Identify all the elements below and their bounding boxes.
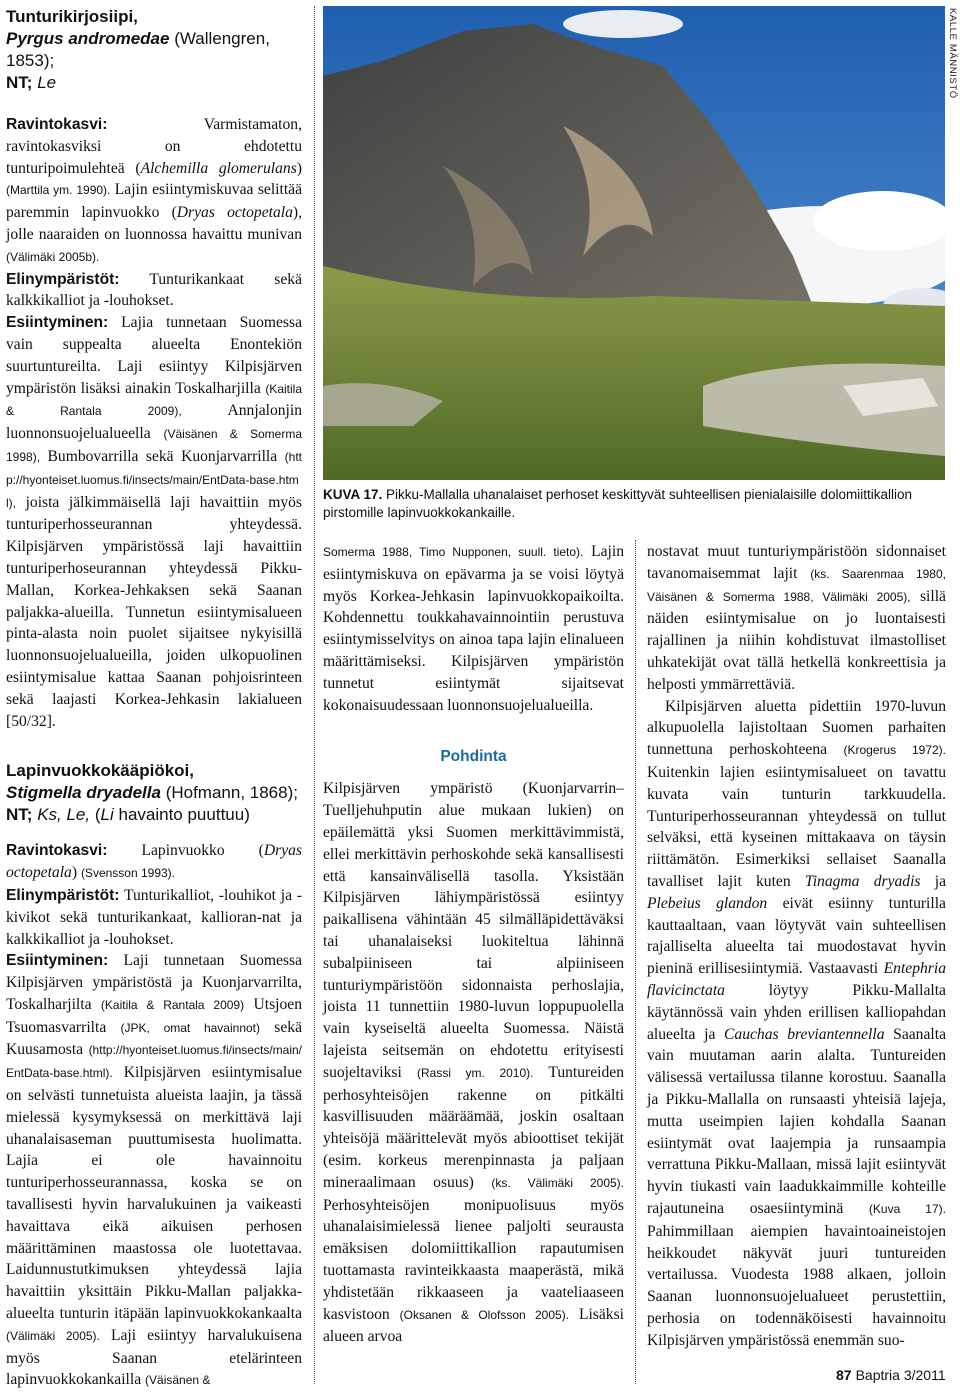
label-food-plant: Ravintokasvi:: [6, 116, 108, 133]
citation-url: (http://hyonteiset.luomus.fi/insects/main/EntData-base.html).: [6, 1043, 302, 1081]
caption-label: KUVA 17.: [323, 487, 383, 502]
text: Laji esiintyy harvalukuisena myös Saanan etelärinteen lapinvuokkokankailla: [6, 1326, 302, 1389]
photo-credit: [946, 8, 960, 128]
citation: (Svensson 1993).: [80, 866, 175, 881]
column-divider-left: [314, 6, 315, 1384]
section-heading-pohdinta: Pohdinta: [440, 748, 507, 766]
latin-name: Dryas octopetala: [176, 204, 293, 222]
text: sekä Kuusamosta: [6, 1018, 302, 1059]
citation: (JPK, omat havainnot): [120, 1020, 260, 1035]
text: ): [71, 864, 78, 882]
species2-status-note-code: Li: [100, 805, 114, 825]
text: eivät esiinny tunturilla kauttaaltaan, vaan löytyvät vain suhteellisen rajalliselta alueelta tai muodostavat hyvin pieninä erillisesiintymiä. Vastaavasti: [647, 894, 946, 978]
species2-food-plant: [6, 840, 302, 885]
text: Lapinvuokko (: [141, 842, 264, 860]
citation: (Rassi ym. 2010).: [416, 1065, 534, 1080]
text: ), jolle naaraiden on luonnossa havaittu munivan: [6, 204, 302, 243]
text: Lajin esiintymiskuvaa selittää paremmin lapinvuokko (: [6, 181, 302, 222]
latin-name: Tinagma dryadis: [804, 872, 921, 890]
species2-status-regions: Ks, Le,: [37, 805, 91, 825]
species2-occurrence: [6, 950, 302, 1392]
citation: (Välimäki 2005b).: [6, 249, 100, 264]
latin-name: Cauchas breviantennella: [724, 1025, 885, 1043]
text: löytyy Pikku-Mallalta käytännössä vain yhden erillisen kalliopahdan alueelta ja: [647, 981, 946, 1043]
citation: (Kaitila & Rantala 2009): [100, 997, 245, 1012]
middle-column: [323, 541, 624, 1348]
species2-author: (Hofmann, 1868);: [165, 783, 298, 803]
latin-name: Entephria flavicinctata: [647, 960, 946, 999]
mid-paragraph-1: [323, 541, 624, 716]
species1-heading: [6, 6, 302, 94]
species1-food-plant: [6, 114, 302, 269]
page-number: 87: [836, 1367, 852, 1383]
mid-paragraph-2: [323, 778, 624, 1348]
journal-issue: Baptria 3/2011: [855, 1367, 946, 1383]
text: nostavat muut tunturiympäristöön sidonnaiset tavanomaisemmat lajit: [647, 543, 946, 582]
text: Varmistamaton, ravintokasviksi on ehdotettu tunturipoimulehteä (: [6, 116, 302, 177]
left-column: [6, 6, 302, 1392]
right-paragraph-1: [647, 541, 946, 696]
text: Tunturikalliot, -louhikot ja -kivikot sekä tunturikankaat, kallioran-nat ja kalkkikalliot ja -louhokset.: [6, 886, 302, 948]
citation: (Oksanen & Olofsson 2005).: [399, 1307, 570, 1322]
label-food-plant: Ravintokasvi:: [6, 842, 108, 860]
citation-url: (http://hyonteiset.luomus.fi/insects/main/EntData-base.html),: [6, 449, 302, 510]
species2-status-code: NT;: [6, 805, 33, 825]
right-column: [647, 541, 946, 1351]
text: Laji tunnetaan Suomessa Kilpisjärven ympäristöstä ja Kuonjarvarrilta, Toskalharjilta: [6, 952, 302, 1013]
text: Kilpisjärven esiintymisalue on selvästi tunnetuista alueista laajin, ja tässä mielessä kysymyksessä on merkittävä laji uhanalaisaseman puuttumisesta huolimatta. Lajia ei ole havainnoitu tunturiperhosseurannassa, koska se on tavallisesti hyvin harvalukuinen ja vaikeasti havaittava eikä aikuisen perhosen määrittäminen maastossa ole luotettavaa. Laidunnustutkimuksen yhteydessä lajia havaittiin yksittäin Pikku-Mallan paljakka-alueelta tunturin itäpään lapinvuokkokankaalta: [6, 1064, 302, 1323]
latin-name: Plebeius glandon: [647, 894, 768, 912]
citation: (Väisänen &: [145, 1373, 211, 1388]
right-paragraph-2: [647, 696, 946, 1352]
text: ja: [934, 872, 946, 890]
page-footer: [836, 1367, 946, 1383]
species1-status-code: NT;: [6, 73, 33, 92]
mountain-photo: [323, 6, 945, 480]
text: Perhosyhteisöjen monipuolisuus myös uhanalaisimielessä lienee paljolti seurausta emäksisen dolomiittikallion rapautumisen tuottamasta ravinteikkaasta maaperästä, mikä yhdistetään rikkaaseen ja vaateliaaseen kasvistoon: [323, 1196, 624, 1323]
label-occurrence: Esiintyminen:: [6, 952, 109, 970]
citation: (Marttila ym. 1990).: [6, 183, 111, 198]
text: Pahimmillaan aiempien havaintoaineistojen heikkoudet näkyvät juuri tuntureiden vertailussa. Vuodesta 1988 alkaen, jolloin Saanan luonnonsuojelualueet perustettiin, perhosia on todennäköisesti havainnoitu Kilpisjärven ympäristössä enemmän suo-: [647, 1222, 946, 1349]
species2-habitat: [6, 885, 302, 950]
text: sillä näiden esiintymisalue on jo luontaisesti rajallinen ja niihin kohdistuvat ilmastolliset uhkatekijät ovat tällä hetkellä konkreettisia ja helposti ymmärrettäviä.: [647, 587, 946, 693]
species1-status-region: Le: [37, 73, 57, 92]
citation: (ks. Välimäki 2005).: [491, 1175, 624, 1190]
photo-credit-text: KALLE MÄNNISTÖ: [947, 8, 958, 99]
text: Annjalonjin luonnonsuojelualueella: [6, 402, 302, 443]
species2-common-name: Lapinvuokkokääpiökoi,: [6, 761, 194, 781]
citation: (ks. Saarenmaa 1980, Väisänen & Somerma 1988, Välimäki 2005),: [647, 566, 946, 604]
text: Tuntureiden perhosyhteisöjen rakenne on pitkälti kasvillisuuden määräämää, joskin osaltaan yhteisöjä määrittelevät myös abioottiset tekijät (esim. korkeus merenpinnasta ja paljaan mineraalimaan osuus): [323, 1063, 625, 1191]
citation: (Väisänen & Somerma 1998),: [6, 427, 302, 464]
text: joista jälkimmäisellä laji havaittiin myös tunturiperhosseurannan yhteydessä. Kilpisjärven ympäristössä laji havaittiin tunturiperhoseurannan yhteydessä Pikku-Mallan, Korkea-Jehkaksen sekä Saanan paljakka-alueilla. Tunnetun esiintymisalueen pinta-alasta noin puolet sijaitsee nykyisillä luonnonsuojelualueilla, joiden ulkopuolinen esiintymisalue kattaa Saanan pohjoisrinteen sekä laajasti Korkea-Jehkasin lakialueen [50/32].: [6, 493, 302, 730]
citation: (Välimäki 2005).: [6, 1328, 100, 1343]
species1-common-name: Tunturikirjosiipi,: [6, 7, 138, 26]
citation: Somerma 1988, Timo Nupponen, suull. tieto).: [323, 545, 584, 559]
citation: (Krogerus 1972).: [843, 743, 946, 758]
text: Kilpisjärven aluetta pidettiin 1970-luvun alkupuolella lajistoltaan Suomen parhaiten tunnettuna perhoskohteena: [647, 697, 946, 759]
text: Bumbovarrilla sekä Kuonjarvarrilla: [47, 447, 278, 465]
label-habitat: Elinympäristöt:: [6, 270, 120, 288]
latin-name: Alchemilla glomerulans: [140, 159, 297, 177]
species2-status-note: havainto puuttuu): [118, 805, 250, 825]
text: Utsjoen Tsuomasvarrilta: [6, 995, 302, 1036]
citation: (Kaitila & Rantala 2009),: [6, 381, 302, 419]
species2-latin-name: Stigmella dryadella: [6, 783, 161, 803]
species1-occurrence: [6, 312, 302, 732]
species1-author: (Wallengren, 1853);: [6, 29, 270, 70]
species1-latin-name: Pyrgus andromedae: [6, 29, 170, 48]
text: Lajia tunnetaan Suomessa vain suppealta alueelta Enontekiön suurtuntureilta. Laji esiintyy Kilpisjärven ympäristön lisäksi ainakin Toskalharjilla: [6, 314, 302, 397]
latin-name: Dryas octopetala: [6, 842, 302, 882]
text: Kuitenkin lajien esiintymisalueet on tavattu kuvata vain tunturin tarkkuudella. Tunturiperhosseurannan yhteydessä on tullut selväksi, että kyseinen mittakaava on täysin riittämätön. Esimerkiksi sellaiset Saanalla tavalliset lajit kuten: [647, 763, 946, 890]
text: Kilpisjärven ympäristö (Kuonjarvarrin–Tuelljehuhputin alue mukaan lukien) on epäilemättä yksi Suomen merkittävimmistä, ellei merkittävin perhoskohde sekä kansallisesti että kansainvälisellä tasolla. Yksistään Kilpisjärven lähiympäristössä esiintyy paikallisena vähintään 45 silmälläpidettäväksi tai uhanalaiseksi luokiteltua lähinnä subalpiiniseen tai alpiiniseen tunturiympäristöön sidonnaista perhoslajia, joista 11 tunnettiin 1980-luvun loppupuolella vain kyseiseltä alueelta Suomessa. Näistä lajeista seitsemän on ehdotettu erityisesti suojeltaviksi: [323, 780, 624, 1081]
column-divider-right: [635, 540, 636, 1384]
citation: (Kuva 17).: [868, 1201, 946, 1216]
species1-habitat: [6, 269, 302, 313]
text: Lajin esiintymiskuva on epävarma ja se voisi löytyä myös Korkea-Jehkasin lapinvuokkopaikoilta. Kohdennettu toukkahavainnointiin perustuva esiintymisselvitys on ainoa tapa lajin elinalueen määrittämiseksi. Kilpisjärven ympäristön tunnetut esiintymät sijaitsevat kokonaisuudessaan luonnonsuojelualueilla.: [323, 543, 624, 714]
caption-text: Pikku-Mallalla uhanalaiset perhoset keskittyvät suhteellisen pienialaisille dolomiittikallion pirstomille lapinvuokkokankaille.: [323, 487, 913, 520]
text: Saanalta vain muutaman aarin alalta. Tuntureiden välisessä vertailussa tilanne korostuu. Saanalla ja Pikku-Mallalla on runsaasti yhteisiä lajeja, mutta useimpien lajien kohdalla Saanan esiintymät ovat laajempia ja runsaampia verrattuna Pikku-Mallaan, missä lajit esiintyvät hyvin tiukasti vain laadukkaimmille kohteille rajautuneina osaesiintyminä: [647, 1025, 946, 1217]
label-occurrence: Esiintyminen:: [6, 314, 109, 332]
text: ): [296, 159, 302, 177]
text: Tunturikankaat sekä kalkkikalliot ja -louhokset.: [6, 270, 302, 310]
text: Lisäksi alueen arvoa: [323, 1305, 624, 1346]
figure-caption: [323, 486, 945, 522]
species2-heading: Lapinvuokkokääpiökoi, Stigmella dryadella (Hofmann, 1868); NT; Ks, Le, (Li havainto puuttuu): [6, 761, 298, 825]
label-habitat: Elinympäristöt:: [6, 886, 120, 904]
